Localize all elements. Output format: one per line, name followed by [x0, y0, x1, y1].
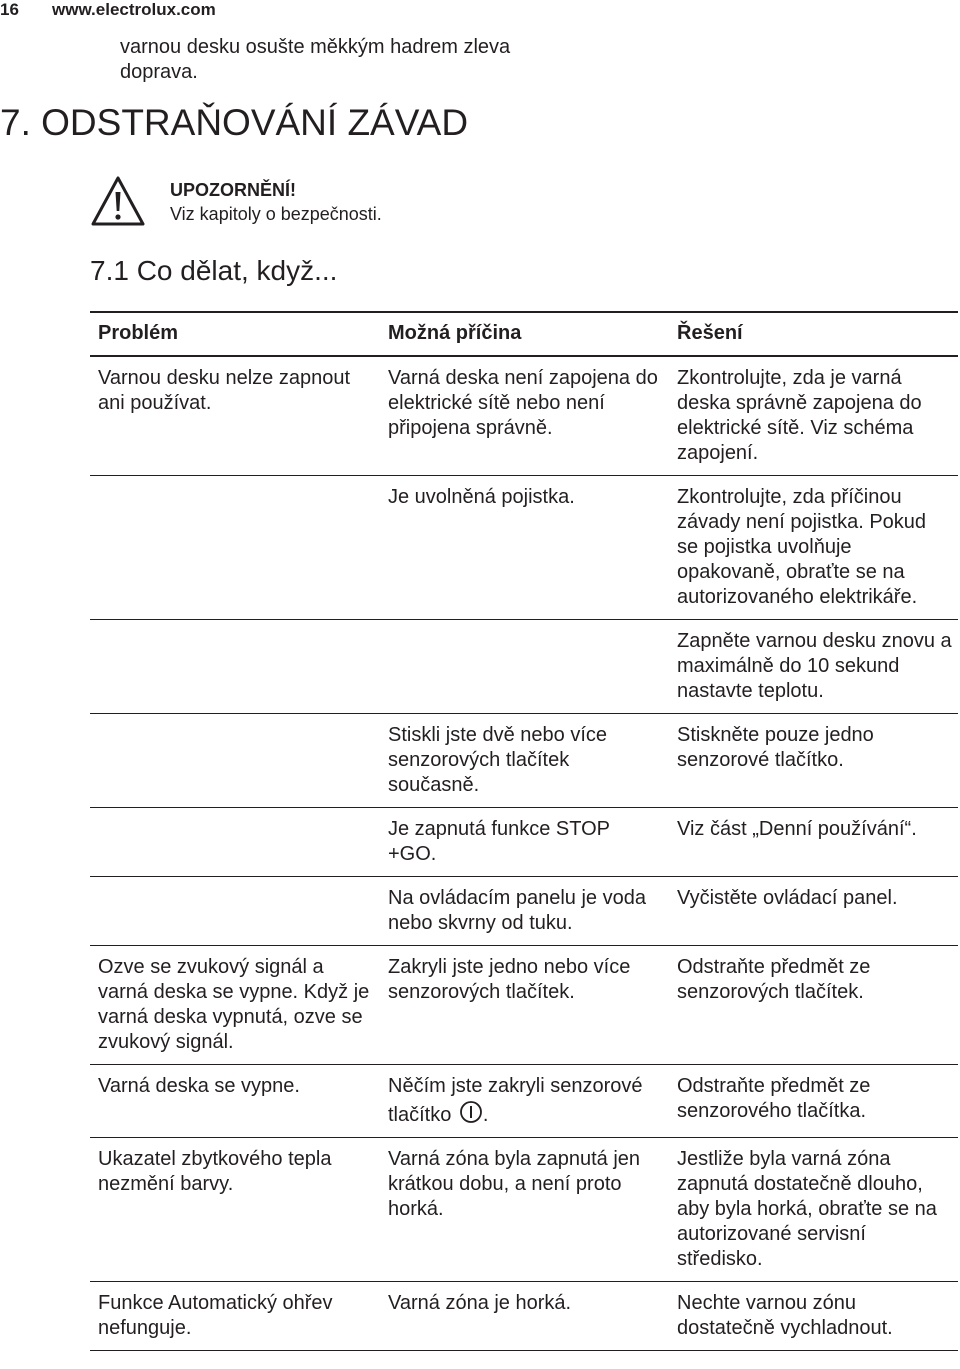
power-icon	[459, 1099, 483, 1125]
cause-cell: Stiskli jste dvě nebo více senzorových tlačítek současně.	[380, 714, 669, 808]
subsection-title: 7.1 Co dělat, když...	[90, 255, 338, 286]
intro-text: varnou desku osušte měkkým hadrem zleva doprava.	[120, 36, 511, 83]
table-row	[90, 1065, 958, 1138]
warning-text: Viz kapitoly o bezpečnosti.	[170, 204, 382, 224]
table-row	[90, 877, 958, 946]
table-row	[90, 808, 958, 877]
cause-cell: Varná deska není zapojena do elektrické sítě nebo není připojena správně.	[380, 356, 669, 476]
problem-cell: Ukazatel zbytkového tepla nezmění barvy.	[90, 1138, 380, 1282]
troubleshooting-table	[90, 311, 958, 1351]
solution-cell: Zkontrolujte, zda je varná deska správně zapojena do elektrické sítě. Viz schéma zapojení.	[669, 356, 958, 476]
cause-cell: Na ovládacím panelu je voda nebo skvrny od tuku.	[380, 877, 669, 946]
table-row	[90, 946, 958, 1065]
table-row	[90, 620, 958, 714]
page-number: 16	[0, 0, 19, 19]
cause-cell: Zakryli jste jedno nebo více senzorových tlačítek.	[380, 946, 669, 1065]
cause-cell	[380, 1065, 669, 1138]
table-header-row	[90, 312, 958, 356]
problem-cell: Funkce Automatický ohřev nefunguje.	[90, 1282, 380, 1351]
solution-cell: Stiskněte pouze jedno senzorové tlačítko.	[669, 714, 958, 808]
table-row	[90, 1138, 958, 1282]
warning-triangle-icon	[90, 175, 146, 227]
problem-cell	[90, 476, 380, 620]
table-row	[90, 476, 958, 620]
column-header-problem: Problém	[90, 312, 380, 356]
website-url: www.electrolux.com	[52, 0, 216, 19]
table-row	[90, 714, 958, 808]
table-row	[90, 1282, 958, 1351]
solution-cell: Nechte varnou zónu dostatečně vychladnout.	[669, 1282, 958, 1351]
cause-cell: Varná zóna byla zapnutá jen krátkou dobu, a není proto horká.	[380, 1138, 669, 1282]
solution-cell: Odstraňte předmět ze senzorového tlačítka.	[669, 1065, 958, 1138]
cause-cell: Je zapnutá funkce STOP +GO.	[380, 808, 669, 877]
problem-cell: Varnou desku nelze zapnout ani používat.	[90, 356, 380, 476]
cause-cell	[380, 620, 669, 714]
problem-cell	[90, 714, 380, 808]
problem-cell: Ozve se zvukový signál a varná deska se vypne. Když je varná deska vypnutá, ozve se zvukový signál.	[90, 946, 380, 1065]
period-text: .	[482, 1104, 489, 1126]
cause-text: Něčím jste zakryli senzorové tlačítko	[388, 1075, 643, 1126]
problem-cell	[90, 620, 380, 714]
solution-cell: Odstraňte předmět ze senzorových tlačítek.	[669, 946, 958, 1065]
problem-cell	[90, 877, 380, 946]
solution-cell: Zapněte varnou desku znovu a maximálně do 10 sekund nastavte teplotu.	[669, 620, 958, 714]
solution-cell: Viz část „Denní používání“.	[669, 808, 958, 877]
problem-cell: Varná deska se vypne.	[90, 1065, 380, 1138]
solution-cell: Jestliže byla varná zóna zapnutá dostatečně dlouho, aby byla horká, obraťte se na autorizované servisní středisko.	[669, 1138, 958, 1282]
cause-cell: Varná zóna je horká.	[380, 1282, 669, 1351]
warning-title: UPOZORNĚNÍ!	[170, 180, 296, 200]
problem-cell	[90, 808, 380, 877]
solution-cell: Vyčistěte ovládací panel.	[669, 877, 958, 946]
table-row	[90, 356, 958, 476]
column-header-solution: Řešení	[669, 312, 958, 356]
cause-cell: Je uvolněná pojistka.	[380, 476, 669, 620]
column-header-cause: Možná příčina	[380, 312, 669, 356]
section-title: 7. ODSTRAŇOVÁNÍ ZÁVAD	[0, 102, 469, 143]
solution-cell: Zkontrolujte, zda příčinou závady není pojistka. Pokud se pojistka uvolňuje opakovaně, obraťte se na autorizovaného elektrikáře.	[669, 476, 958, 620]
